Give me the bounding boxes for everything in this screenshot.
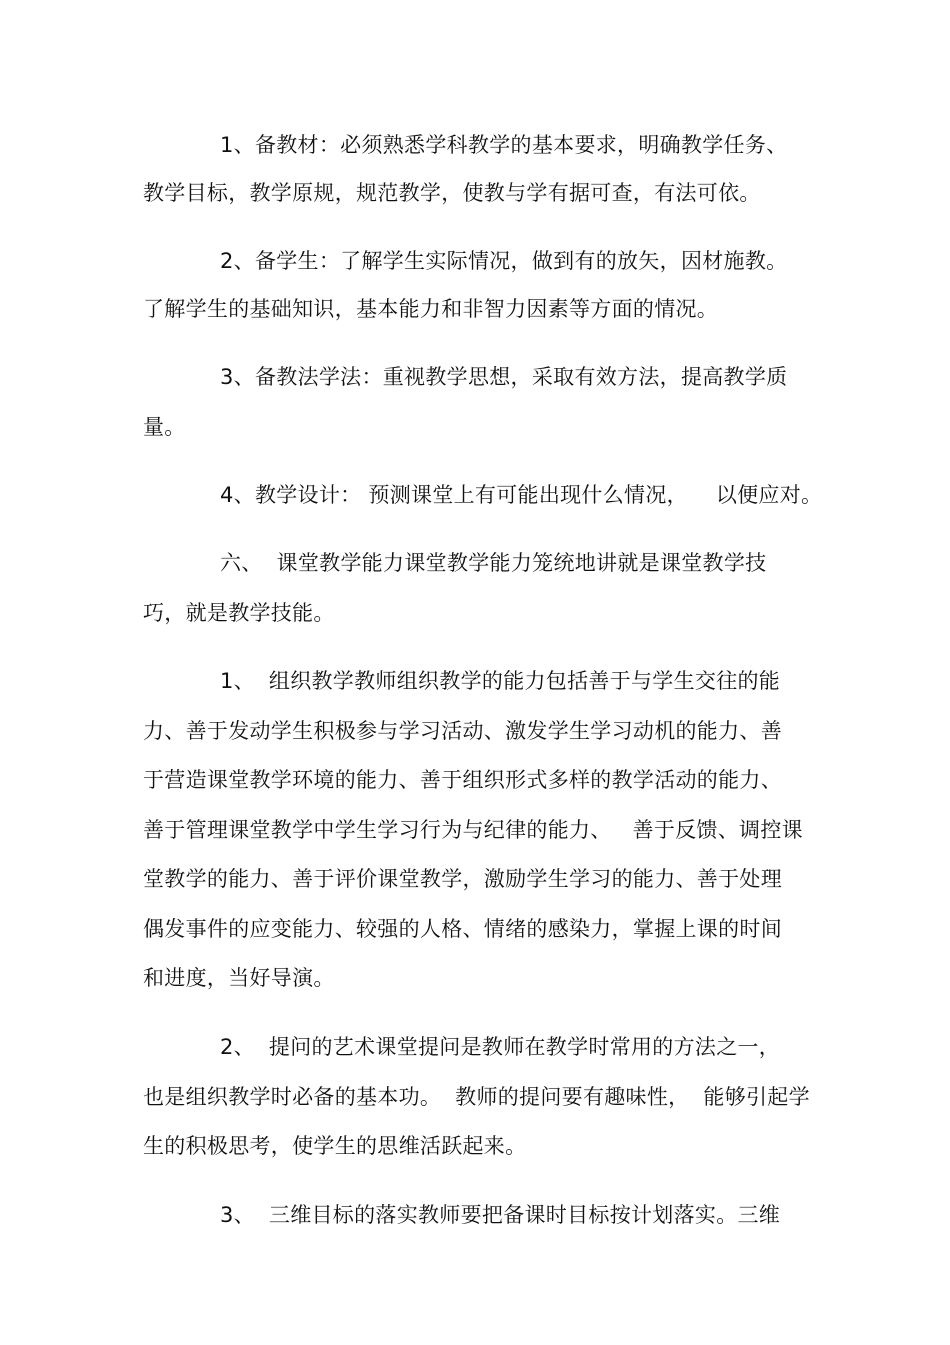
section-heading-line-1: 六、 课堂教学能力课堂教学能力笼统地讲就是课堂教学技	[220, 551, 767, 575]
paragraph-6-line-4: 善于管理课堂教学中学生学习行为与纪律的能力、 善于反馈、调控课	[143, 818, 803, 842]
paragraph-7-line-1: 2、 提问的艺术课堂提问是教师在教学时常用的方法之一，	[220, 1035, 781, 1059]
paragraph-1-line-2: 教学目标，教学原规，规范教学，使教与学有据可查，有法可依。	[143, 181, 761, 205]
paragraph-2-line-1: 2、备学生：了解学生实际情况，做到有的放矢，因材施教。	[220, 249, 788, 273]
paragraph-6-line-1: 1、 组织教学教师组织教学的能力包括善于与学生交往的能	[220, 669, 781, 693]
section-heading-line-2: 巧，就是教学技能。	[143, 601, 335, 625]
paragraph-3-line-1: 3、备教法学法：重视教学思想，采取有效方法，提高教学质	[220, 365, 788, 389]
paragraph-6-line-2: 力、善于发动学生积极参与学习活动、激发学生学习动机的能力、善	[143, 719, 782, 743]
paragraph-7-line-2: 也是组织教学时必备的基本功。 教师的提问要有趣味性， 能够引起学	[143, 1085, 810, 1109]
paragraph-8-line-1: 3、 三维目标的落实教师要把备课时目标按计划落实。三维	[220, 1203, 781, 1227]
paragraph-3-line-2: 量。	[143, 415, 186, 439]
paragraph-7-line-3: 生的积极思考，使学生的思维活跃起来。	[143, 1134, 527, 1158]
paragraph-1-line-1: 1、备教材：必须熟悉学科教学的基本要求，明确教学任务、	[220, 133, 788, 157]
paragraph-4-line-1: 4、教学设计： 预测课堂上有可能出现什么情况， 以便应对。	[220, 483, 823, 507]
paragraph-2-line-2: 了解学生的基础知识，基本能力和非智力因素等方面的情况。	[143, 297, 719, 321]
paragraph-6-line-5: 堂教学的能力、善于评价课堂教学，激励学生学习的能力、善于处理	[143, 867, 782, 891]
paragraph-6-line-7: 和进度，当好导演。	[143, 966, 335, 990]
paragraph-6-line-6: 偶发事件的应变能力、较强的人格、情绪的感染力，掌握上课的时间	[143, 917, 782, 941]
paragraph-6-line-3: 于营造课堂教学环境的能力、善于组织形式多样的教学活动的能力、	[143, 768, 782, 792]
